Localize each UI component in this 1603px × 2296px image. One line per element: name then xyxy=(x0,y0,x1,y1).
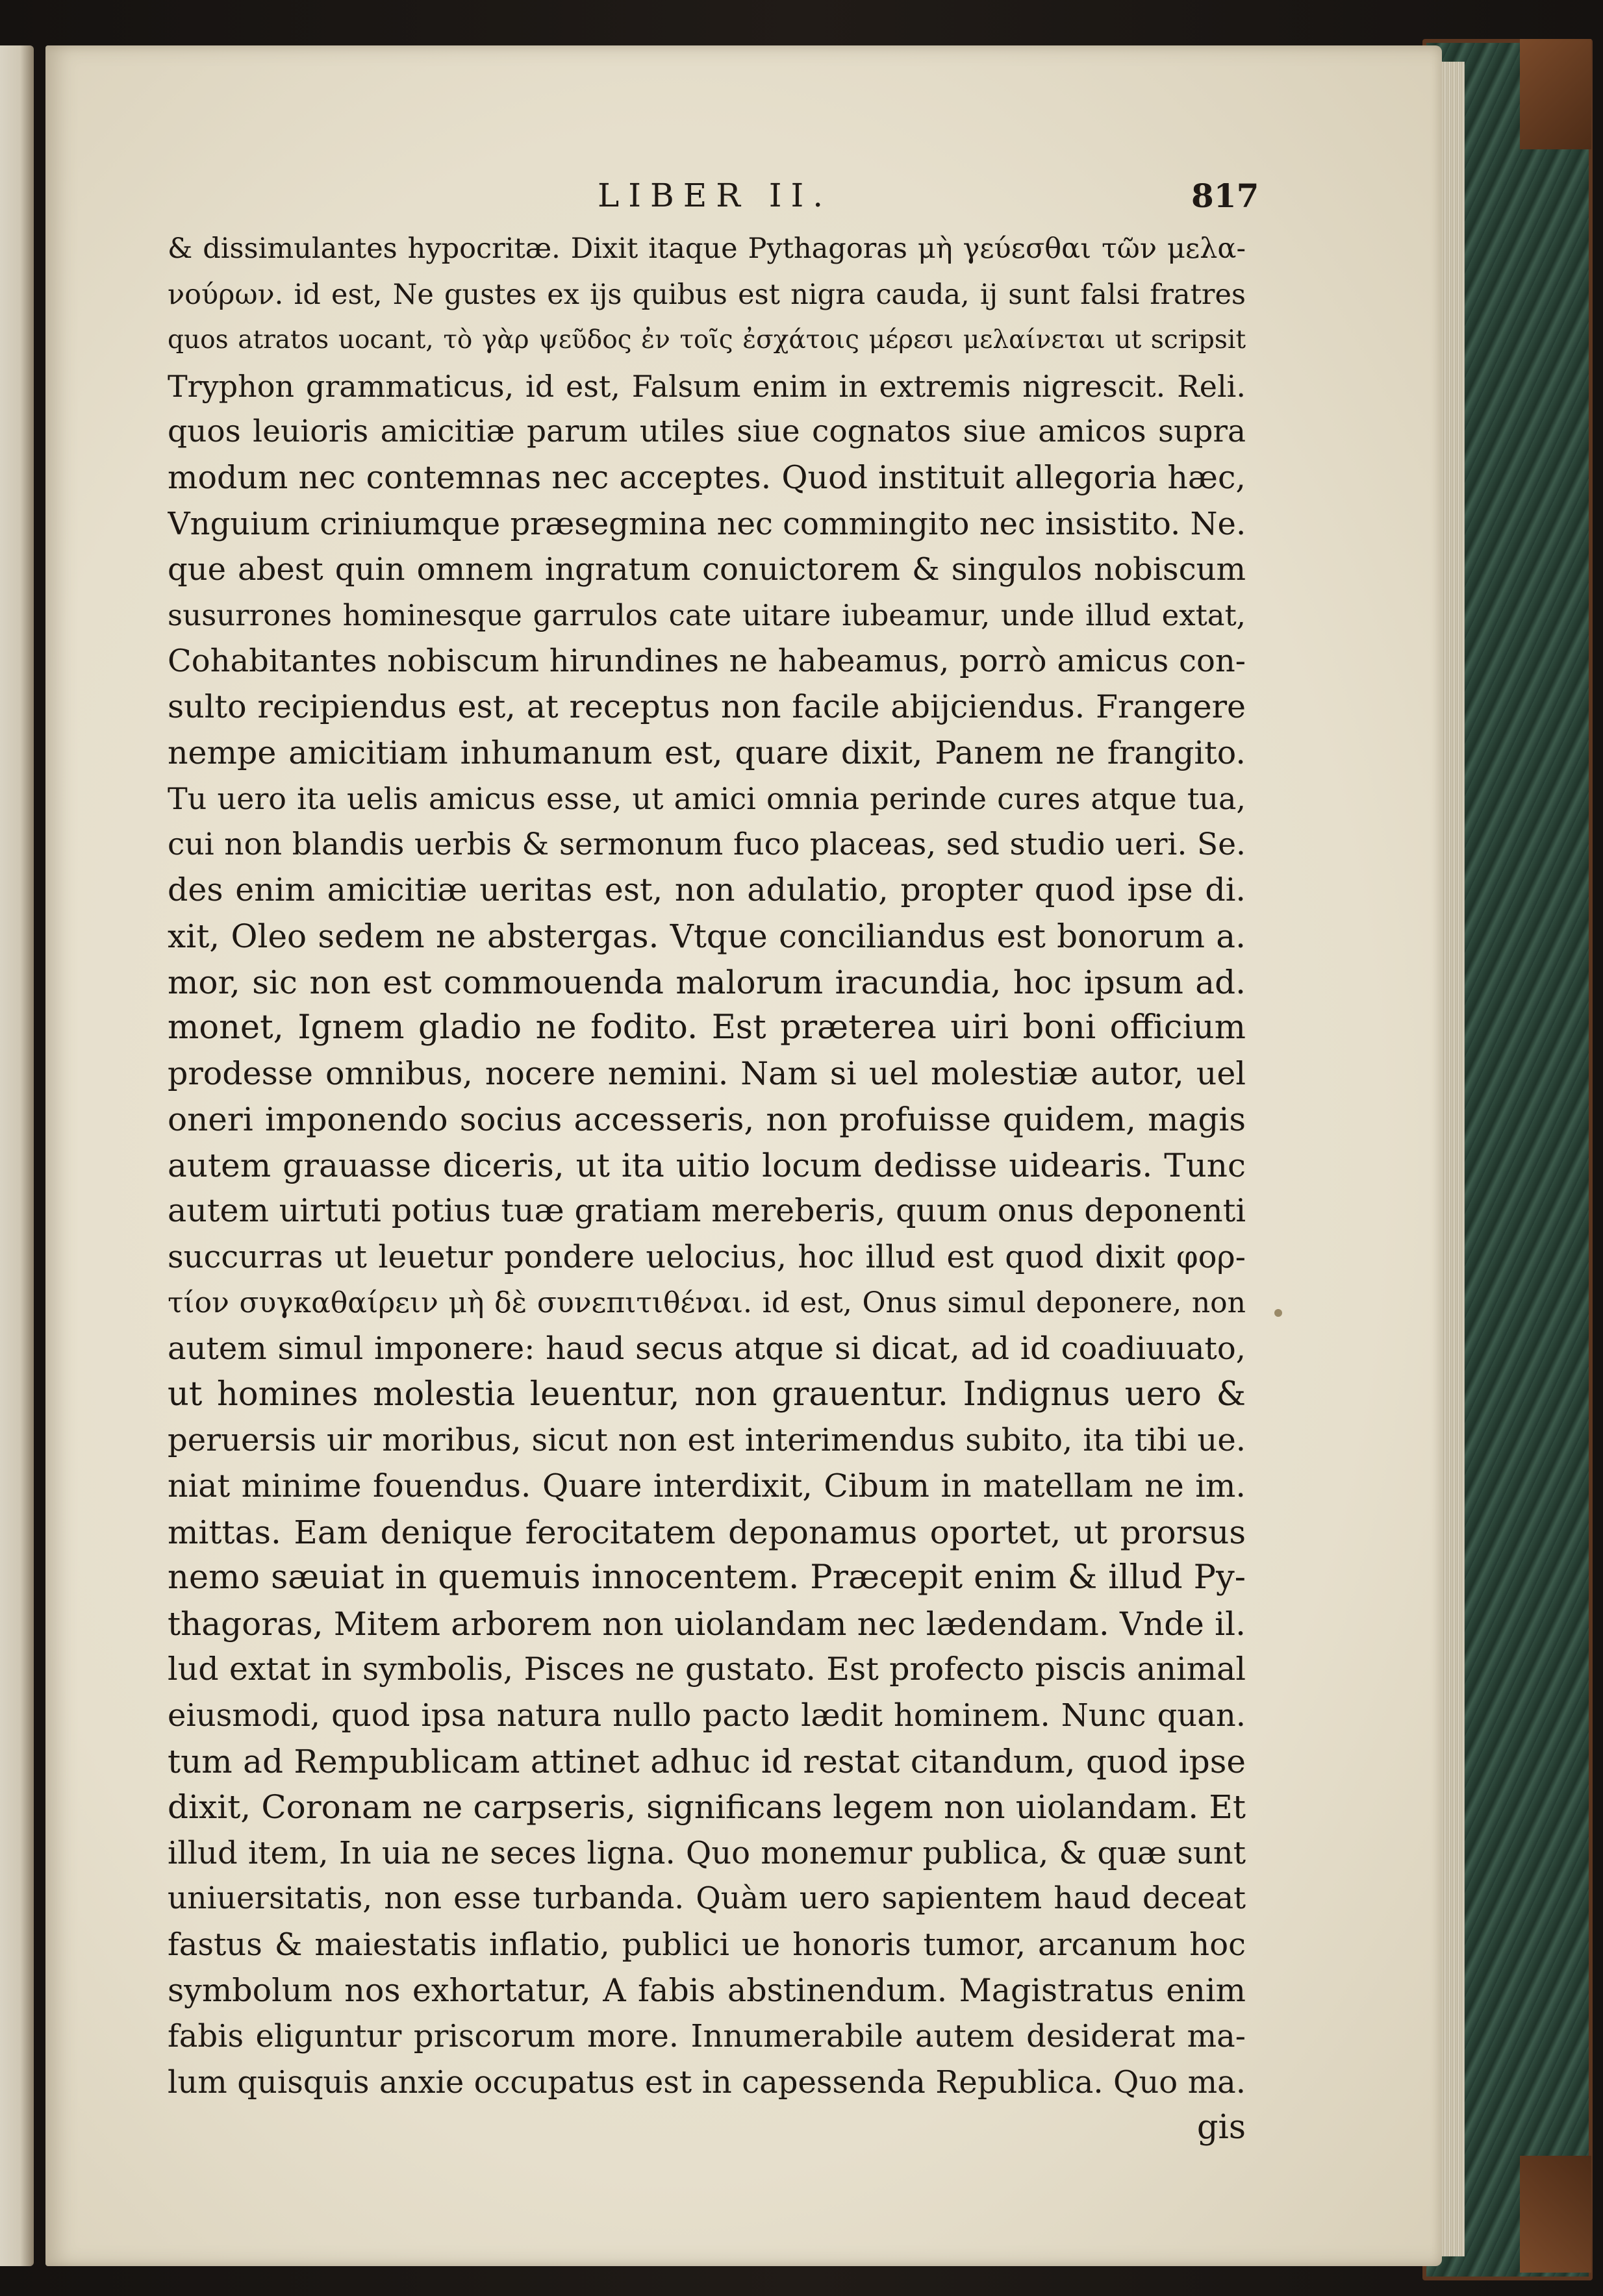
leather-corner-top xyxy=(1520,39,1591,149)
text-line: autem grauasse diceris, ut ita uitio locum dedisse uidearis. Tunc xyxy=(168,1146,1246,1184)
text-line: peruersis uir moribus, sicut non est interimendus subito, ita tibi ue. xyxy=(168,1422,1246,1459)
text-line: fastus & maiestatis inflatio, publici ue honoris tumor, arcanum hoc xyxy=(168,1926,1246,1963)
text-line: susurrones hominesque garrulos cate uitare iubeamur, unde illud extat, xyxy=(168,597,1246,632)
text-line: sulto recipiendus est, at receptus non facile abijciendus. Frangere xyxy=(168,688,1246,725)
text-line: tum ad Rempublicam attinet adhuc id restat citandum, quod ipse xyxy=(168,1742,1246,1780)
text-line: que abest quin omnem ingratum conuictorem & singulos nobiscum xyxy=(168,551,1246,588)
text-line: & dissimulantes hypocritæ. Dixit itaque Pythagoras μὴ γεύεσθαι τῶν μελα- xyxy=(168,232,1246,265)
text-line: gis xyxy=(1196,2108,1246,2147)
text-line: uniuersitatis, non esse turbanda. Quàm uero sapientem haud deceat xyxy=(168,1880,1246,1917)
text-line: oneri imponendo socius accesseris, non profuisse quidem, magis xyxy=(168,1101,1246,1139)
facing-page-edge xyxy=(0,45,34,2266)
text-line: nempe amicitiam inhumanum est, quare dixit, Panem ne frangito. xyxy=(168,734,1246,771)
text-line: autem simul imponere: haud secus atque si dicat, ad id coadiuuato, xyxy=(168,1330,1246,1367)
text-line: Vnguium criniumque præsegmina nec commingito nec insistito. Ne. xyxy=(168,505,1246,542)
text-line: succurras ut leuetur pondere uelocius, hoc illud est quod dixit φορ- xyxy=(168,1239,1246,1276)
text-line: mor, sic non est commouenda malorum iracundia, hoc ipsum ad. xyxy=(168,963,1246,1001)
text-line: dixit, Coronam ne carpseris, significans legem non uiolandam. Et xyxy=(168,1788,1246,1827)
text-line: symbolum nos exhortatur, A fabis abstinendum. Magistratus enim xyxy=(168,1971,1246,2009)
text-line: prodesse omnibus, nocere nemini. Nam si uel molestiæ autor, uel xyxy=(168,1054,1246,1092)
text-line: autem uirtuti potius tuæ gratiam mereberis, quum onus deponenti xyxy=(168,1192,1246,1230)
text-line: cui non blandis uerbis & sermonum fuco placeas, sed studio ueri. Se. xyxy=(168,826,1246,862)
text-line: νούρων. id est, Ne gustes ex ijs quibus est nigra cauda, ij sunt falsi fratres xyxy=(168,278,1246,311)
text-line: modum nec contemnas nec acceptes. Quod instituit allegoria hæc, xyxy=(168,458,1246,496)
text-line: Tryphon grammaticus, id est, Falsum enim in extremis nigrescit. Reli. xyxy=(168,368,1246,404)
text-line: quos leuioris amicitiæ parum utiles siue cognatos siue amicos supra xyxy=(168,414,1246,450)
body-text xyxy=(168,226,1246,2151)
text-line: Cohabitantes nobiscum hirundines ne habeamus, porrò amicus con- xyxy=(168,643,1246,680)
leather-corner-bottom xyxy=(1520,2156,1591,2273)
text-line: mittas. Eam denique ferocitatem deponamus oportet, ut prorsus xyxy=(168,1513,1246,1551)
text-line: fabis eliguntur priscorum more. Innumerabile autem desiderat ma- xyxy=(168,2018,1246,2055)
text-line: lud extat in symbolis, Pisces ne gustato. Est profecto piscis animal xyxy=(168,1651,1246,1688)
text-line: illud item, In uia ne seces ligna. Quo monemur publica, & quæ sunt xyxy=(168,1834,1246,1871)
text-line: ut homines molestia leuentur, non grauentur. Indignus uero & xyxy=(168,1375,1246,1414)
text-line: lum quisquis anxie occupatus est in capessenda Republica. Quo ma. xyxy=(168,2064,1246,2101)
text-line: quos atratos uocant, τὸ γὰρ ψεῦδος ἐν τοῖς ἐσχάτοις μέρεσι μελαίνεται ut scripsit xyxy=(168,325,1246,355)
running-title: LIBER II. xyxy=(598,177,833,214)
page-number: 817 xyxy=(1191,177,1259,215)
text-line: eiusmodi, quod ipsa natura nullo pacto lædit hominem. Nunc quan. xyxy=(168,1697,1246,1734)
text-line: xit, Oleo sedem ne abstergas. Vtque conciliandus est bonorum a. xyxy=(168,917,1246,955)
text-line: thagoras, Mitem arborem non uiolandam nec lædendam. Vnde il. xyxy=(168,1604,1246,1643)
text-line: niat minime fouendus. Quare interdixit, Cibum in matellam ne im. xyxy=(168,1467,1246,1505)
text-line: Tu uero ita uelis amicus esse, ut amici omnia perinde cures atque tua, xyxy=(168,781,1246,817)
text-line: τίον συγκαθαίρειν μὴ δὲ συνεπιτιθέναι. id est, Onus simul deponere, non xyxy=(168,1286,1246,1319)
paper-speck xyxy=(1274,1309,1282,1317)
text-line: nemo sæuiat in quemuis innocentem. Præcepit enim & illud Py- xyxy=(168,1558,1246,1597)
text-line: des enim amicitiæ ueritas est, non adulatio, propter quod ipse di. xyxy=(168,871,1246,909)
text-line: monet, Ignem gladio ne fodito. Est præterea uiri boni officium xyxy=(168,1008,1246,1047)
